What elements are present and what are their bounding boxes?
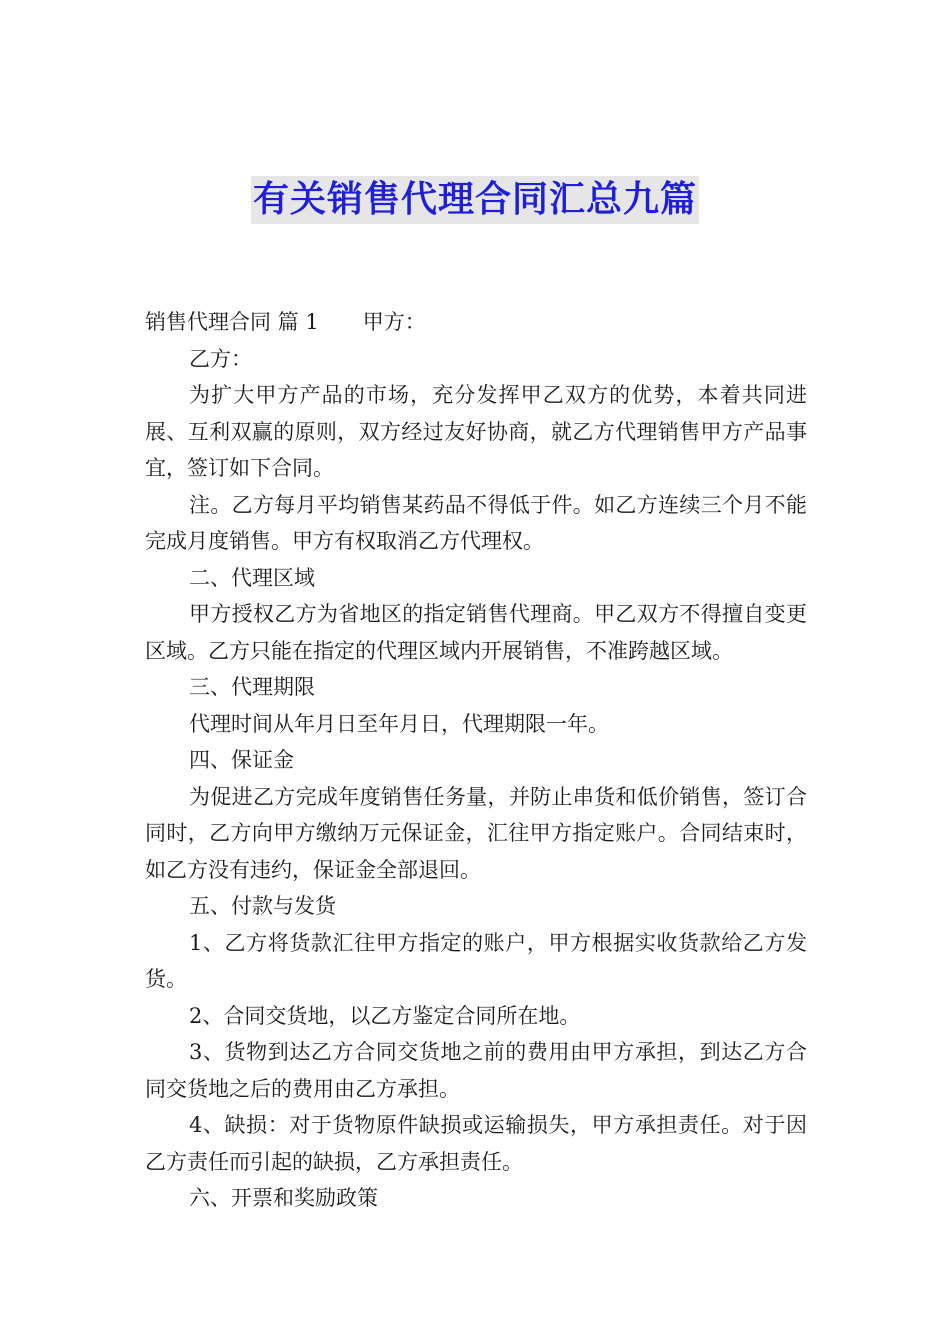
paragraph: 代理时间从年月日至年月日，代理期限一年。 [189,711,609,736]
list-item: 1、乙方将货款汇往甲方指定的账户，甲方根据实收货款给乙方发货。 [145,930,807,991]
list-item: 4、缺损：对于货物原件缺损或运输损失，甲方承担责任。对于因乙方责任而引起的缺损，乙方承担责任。 [145,1113,807,1174]
list-item: 2、合同交货地，以乙方鉴定合同所在地。 [189,1003,581,1028]
section-heading: 三、代理期限 [189,675,315,699]
list-item: 3、货物到达乙方合同交货地之前的费用由甲方承担，到达乙方合同交货地之后的费用由乙方承担。 [145,1040,807,1101]
section-heading: 二、代理区域 [189,565,315,590]
first-line [145,304,807,341]
title-wrapper [0,176,950,224]
section-heading: 六、开票和奖励政策 [189,1186,378,1210]
document-title: 有关销售代理合同汇总九篇 [251,176,699,224]
paragraph: 为扩大甲方产品的市场，充分发挥甲乙双方的优势，本着共同进展、互利双赢的原则，双方经过友好协商，就乙方代理销售甲方产品事宜，签订如下合同。 [145,383,807,480]
document-body [145,304,807,1217]
paragraph: 甲方授权乙方为省地区的指定销售代理商。甲乙双方不得擅自变更区域。乙方只能在指定的代理区域内开展销售，不准跨越区域。 [145,602,807,663]
contract-heading: 销售代理合同 篇 1 [145,310,319,334]
section-heading: 五、付款与发货 [189,894,336,918]
party-a-label: 甲方： [362,310,426,334]
section-heading: 四、保证金 [189,748,294,772]
paragraph: 乙方： [189,346,252,371]
paragraph: 为促进乙方完成年度销售任务量，并防止串货和低价销售，签订合同时，乙方向甲方缴纳万元保证金，汇往甲方指定账户。合同结束时，如乙方没有违约，保证金全部退回。 [145,784,807,882]
paragraph: 注。乙方每月平均销售某药品不得低于件。如乙方连续三个月不能完成月度销售。甲方有权取消乙方代理权。 [145,492,807,553]
